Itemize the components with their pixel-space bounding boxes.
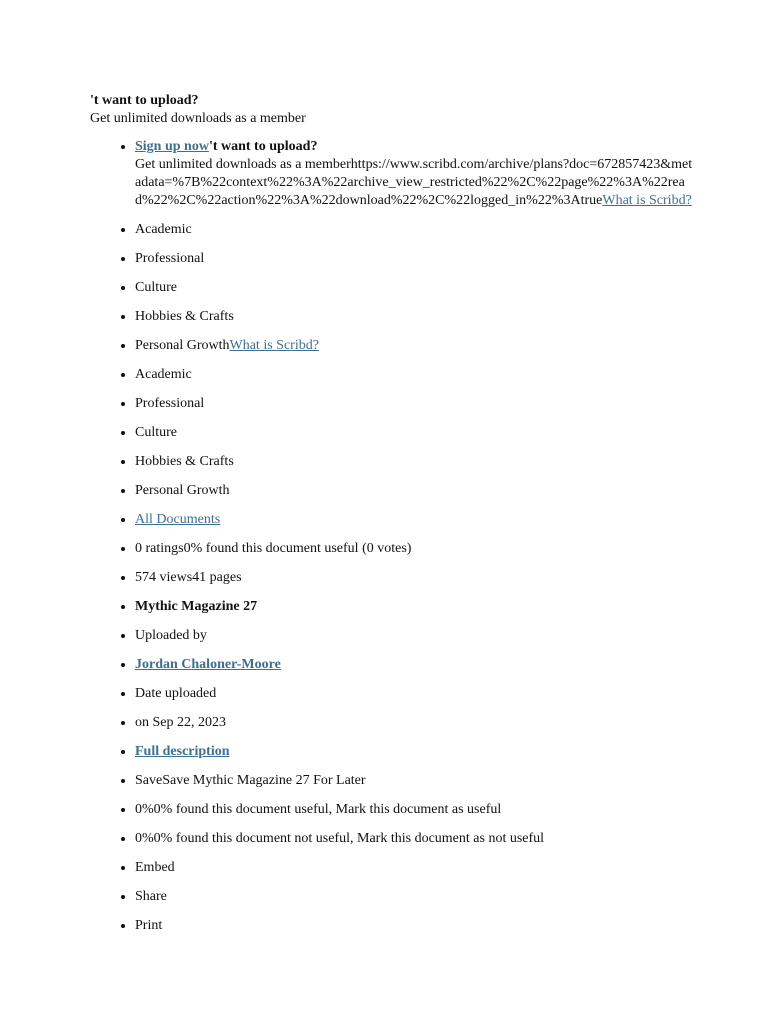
share-button[interactable]: • Share [135, 887, 695, 906]
upload-prompt [90, 92, 730, 128]
all-documents-link[interactable]: All Documents [135, 512, 221, 527]
category-item-culture[interactable] [135, 278, 695, 297]
list-item [135, 510, 695, 529]
category-item-personal-growth-2[interactable] [135, 481, 695, 500]
category-label: Hobbies & Crafts [135, 454, 234, 469]
category-label: Professional [135, 396, 205, 411]
uploader-link[interactable]: Jordan Chaloner-Moore [135, 657, 281, 672]
print-button[interactable]: • Print [135, 916, 695, 935]
upload-prompt-subtitle: Get unlimited downloads as a member [90, 111, 306, 126]
mark-not-useful-button[interactable]: • 0%0% found this document not useful, Mark this document as not useful [135, 829, 695, 848]
date-uploaded-label: • Date uploaded [135, 684, 695, 703]
save-for-later-button[interactable]: • SaveSave Mythic Magazine 27 For Later [135, 771, 695, 790]
category-label: Culture [135, 280, 177, 295]
date-uploaded-value: • on Sep 22, 2023 [135, 713, 695, 732]
document-title: • Mythic Magazine 27 [135, 597, 695, 616]
category-item-personal-growth[interactable] [135, 336, 695, 355]
signup-title: 't want to upload? [208, 139, 318, 154]
category-item-hobbies-crafts[interactable] [135, 307, 695, 326]
list-item [135, 742, 695, 761]
category-label: Academic [135, 222, 192, 237]
full-description-link[interactable]: Full description [135, 744, 230, 759]
category-item-culture-2[interactable] [135, 423, 695, 442]
list-item [135, 655, 695, 674]
category-label: Professional [135, 251, 205, 266]
category-label: Personal Growth [135, 338, 230, 353]
signup-subtitle: Get unlimited downloads as a member [135, 157, 351, 172]
ratings-text: • 0 ratings0% found this document useful (0 votes) [135, 539, 695, 558]
mark-useful-button[interactable]: • 0%0% found this document useful, Mark this document as useful [135, 800, 695, 819]
category-item-academic-2[interactable] [135, 365, 695, 384]
category-label: Personal Growth [135, 483, 230, 498]
views-pages-text: • 574 views41 pages [135, 568, 695, 587]
plans-url-text: https://www.scribd.com/archive/plans?doc=672857423&metadata=%7B%22context%22%3A%22archive_view_restricted%22%2C%22page%22%3A%22read%22%2C%22action%22%3A%22download%22%2C%22logged_in%22%3Atrue [135, 157, 693, 208]
category-item-hobbies-crafts-2[interactable] [135, 452, 695, 471]
sign-up-link[interactable]: Sign up now [135, 139, 209, 154]
category-label: Hobbies & Crafts [135, 309, 234, 324]
upload-prompt-title: 't want to upload? [90, 93, 199, 108]
embed-button[interactable]: • Embed [135, 858, 695, 877]
uploaded-by-label: • Uploaded by [135, 626, 695, 645]
what-is-scribd-link-2[interactable]: What is Scribd? [229, 338, 319, 353]
category-label: Culture [135, 425, 177, 440]
category-item-academic[interactable] [135, 220, 695, 239]
what-is-scribd-link[interactable]: What is Scribd? [602, 193, 692, 208]
category-item-professional[interactable] [135, 249, 695, 268]
category-item-professional-2[interactable] [135, 394, 695, 413]
list-item-signup [135, 137, 695, 210]
category-label: Academic [135, 367, 192, 382]
document-menu-list [135, 137, 695, 945]
